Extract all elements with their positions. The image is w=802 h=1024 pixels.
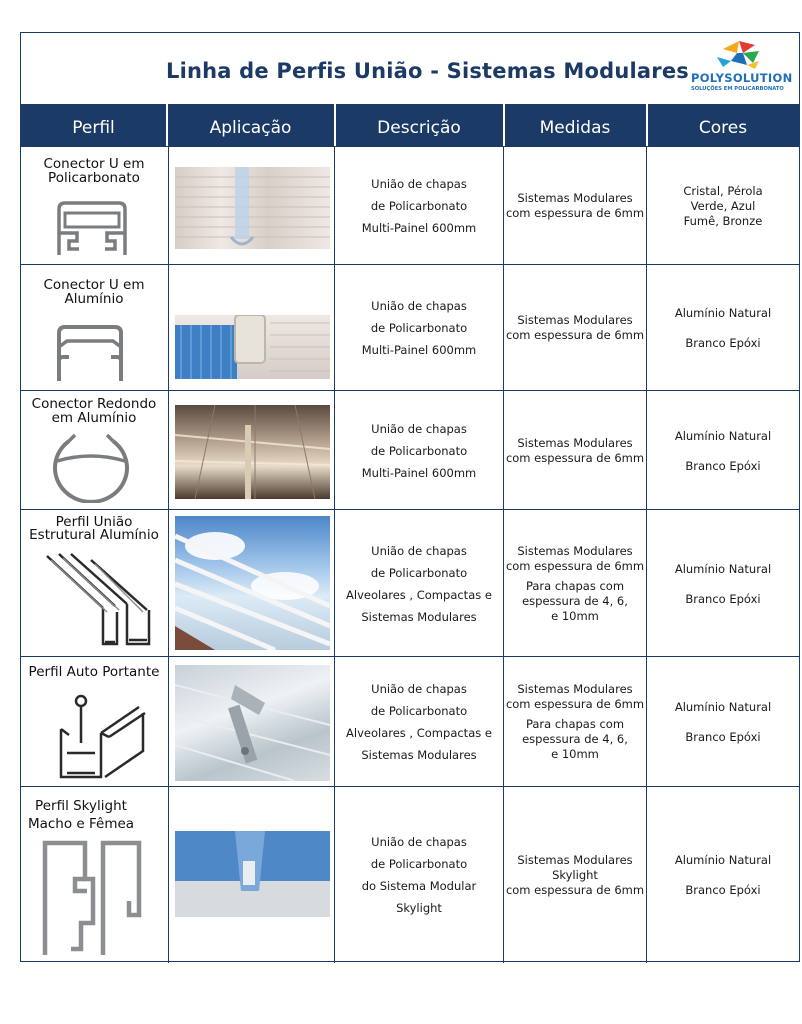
- header-aplicacao: Aplicação: [209, 118, 292, 138]
- perfil-name-line: Perfil União: [55, 514, 133, 530]
- descricao-line: União de chapas: [371, 177, 467, 191]
- self-supporting-profile-icon: [49, 693, 149, 781]
- medidas-line: Sistemas Modulares: [517, 682, 633, 696]
- medidas-line: Skylight: [552, 867, 598, 882]
- u-connector-profile-icon: [55, 199, 129, 257]
- table-row: [21, 656, 799, 786]
- descricao-line: Skylight: [396, 901, 442, 915]
- header-medidas: Medidas: [539, 118, 611, 138]
- medidas-cell: [504, 657, 646, 787]
- perfil-name-line: Perfil Skylight: [35, 798, 127, 814]
- medidas-cell: [504, 510, 646, 657]
- table-row: [21, 786, 799, 962]
- medidas-cell: [504, 265, 646, 391]
- descricao-line: União de chapas: [371, 299, 467, 313]
- medidas-line: Para chapas com: [525, 717, 625, 731]
- medidas-line: com espessura de 6mm: [505, 206, 645, 220]
- perfil-name-line: Perfil Auto Portante: [28, 664, 160, 680]
- cores-line: Branco Epóxi: [685, 883, 761, 897]
- cores-line: Fumê, Bronze: [683, 213, 763, 228]
- medidas-line: e 10mm: [551, 608, 599, 623]
- perfil-name: [21, 797, 141, 833]
- descricao-line: União de chapas: [371, 421, 467, 436]
- medidas-line: com espessura de 6mm: [505, 328, 645, 342]
- descricao-line: Multi-Painel 600mm: [361, 221, 477, 235]
- table-row: [21, 264, 799, 390]
- perfil-name: [21, 516, 167, 542]
- descricao-line: Sistemas Modulares: [361, 609, 477, 624]
- descricao-line: Alveolares , Compactas e: [346, 726, 492, 740]
- table-row: [21, 390, 799, 509]
- medidas-line: Sistemas Modulares: [517, 852, 633, 867]
- perfil-name-line: Conector Redondo: [31, 396, 157, 412]
- cores-line: Alumínio Natural: [674, 700, 772, 714]
- medidas-line: e 10mm: [551, 747, 599, 761]
- table-row: [21, 509, 799, 656]
- descricao-line: de Policarbonato: [370, 565, 468, 580]
- medidas-cell: [504, 391, 646, 510]
- descricao-cell: [335, 265, 503, 391]
- cores-line: Alumínio Natural: [674, 853, 772, 867]
- perfil-name-line: Conector U em: [43, 156, 145, 172]
- perfil-name: [21, 157, 167, 185]
- descricao-line: de Policarbonato: [370, 199, 468, 213]
- application-photo: [175, 831, 330, 917]
- medidas-line: Sistemas Modulares: [517, 435, 633, 450]
- descricao-line: Sistemas Modulares: [361, 748, 477, 762]
- product-table: [20, 32, 800, 962]
- application-photo: [175, 516, 330, 650]
- descricao-line: Alveolares , Compactas e: [346, 587, 492, 602]
- cores-line: Branco Epóxi: [685, 336, 761, 350]
- medidas-line: com espessura de 6mm: [505, 697, 645, 711]
- descricao-line: de Policarbonato: [370, 704, 468, 718]
- perfil-name: [21, 278, 167, 306]
- descricao-line: de Policarbonato: [370, 321, 468, 335]
- perfil-name-line: Alumínio: [64, 291, 124, 307]
- cores-line: Branco Epóxi: [685, 591, 761, 606]
- perfil-name-line: Estrutural Alumínio: [29, 527, 159, 543]
- cores-cell: [647, 147, 799, 265]
- cores-cell: [647, 391, 799, 510]
- perfil-name-line: Conector U em: [43, 277, 145, 293]
- descricao-line: do Sistema Modular: [361, 879, 477, 893]
- cores-line: Cristal, Pérola: [683, 183, 763, 198]
- medidas-line: Sistemas Modulares: [517, 191, 633, 205]
- cores-line: Branco Epóxi: [685, 730, 761, 744]
- perfil-name-line: Policarbonato: [48, 170, 140, 186]
- perfil-name-line: Macho e Fêmea: [27, 816, 135, 832]
- logo-mark-icon: [703, 39, 773, 71]
- perfil-name-line: em Alumínio: [51, 410, 137, 426]
- medidas-line: espessura de 4, 6,: [522, 593, 628, 608]
- cores-line: Alumínio Natural: [674, 428, 772, 443]
- descricao-cell: [335, 510, 503, 657]
- title-bar: [21, 33, 799, 104]
- skylight-profile-icon: [41, 839, 145, 957]
- cores-cell: [647, 265, 799, 391]
- cores-cell: [647, 510, 799, 657]
- descricao-cell: [335, 147, 503, 265]
- medidas-cell: [504, 147, 646, 265]
- descricao-line: de Policarbonato: [370, 443, 468, 458]
- cores-cell: [647, 787, 799, 963]
- perfil-name: [21, 397, 167, 425]
- descricao-line: Multi-Painel 600mm: [361, 465, 477, 480]
- application-photo: [175, 405, 330, 499]
- cores-line: Verde, Azul: [690, 198, 756, 213]
- descricao-line: União de chapas: [371, 835, 467, 849]
- medidas-line: com espessura de 6mm: [505, 882, 645, 897]
- cores-cell: [647, 657, 799, 787]
- table-header: [21, 104, 799, 146]
- application-photo: [175, 315, 330, 379]
- medidas-line: espessura de 4, 6,: [522, 732, 628, 746]
- u-aluminum-profile-icon: [55, 323, 125, 383]
- cores-line: Branco Epóxi: [685, 458, 761, 473]
- medidas-line: com espessura de 6mm: [505, 558, 645, 573]
- medidas-cell: [504, 787, 646, 963]
- application-photo: [175, 665, 330, 781]
- descricao-cell: [335, 657, 503, 787]
- logo-name: POLYSOLUTION: [691, 71, 793, 85]
- descricao-line: de Policarbonato: [370, 857, 468, 871]
- round-connector-profile-icon: [51, 431, 131, 503]
- medidas-line: Sistemas Modulares: [517, 543, 633, 558]
- application-photo: [175, 167, 330, 249]
- header-descricao: Descrição: [377, 118, 461, 138]
- perfil-name: [21, 665, 167, 679]
- cores-line: Alumínio Natural: [674, 306, 772, 320]
- medidas-line: Sistemas Modulares: [517, 313, 633, 327]
- polysolution-logo: [689, 39, 793, 101]
- cores-line: Alumínio Natural: [674, 561, 772, 576]
- logo-tagline: SOLUÇÕES EM POLICARBONATO: [691, 86, 784, 92]
- header-perfil: Perfil: [72, 118, 115, 138]
- header-cores: Cores: [698, 118, 748, 138]
- descricao-line: União de chapas: [371, 682, 467, 696]
- structural-rail-profile-icon: [43, 552, 155, 650]
- descricao-line: Multi-Painel 600mm: [361, 343, 477, 357]
- page-title: Linha de Perfis União - Sistemas Modulares: [166, 59, 689, 83]
- table-row: [21, 146, 799, 264]
- medidas-line: Para chapas com: [525, 578, 625, 593]
- descricao-line: União de chapas: [371, 543, 467, 558]
- descricao-cell: [335, 787, 503, 963]
- medidas-line: com espessura de 6mm: [505, 450, 645, 465]
- descricao-cell: [335, 391, 503, 510]
